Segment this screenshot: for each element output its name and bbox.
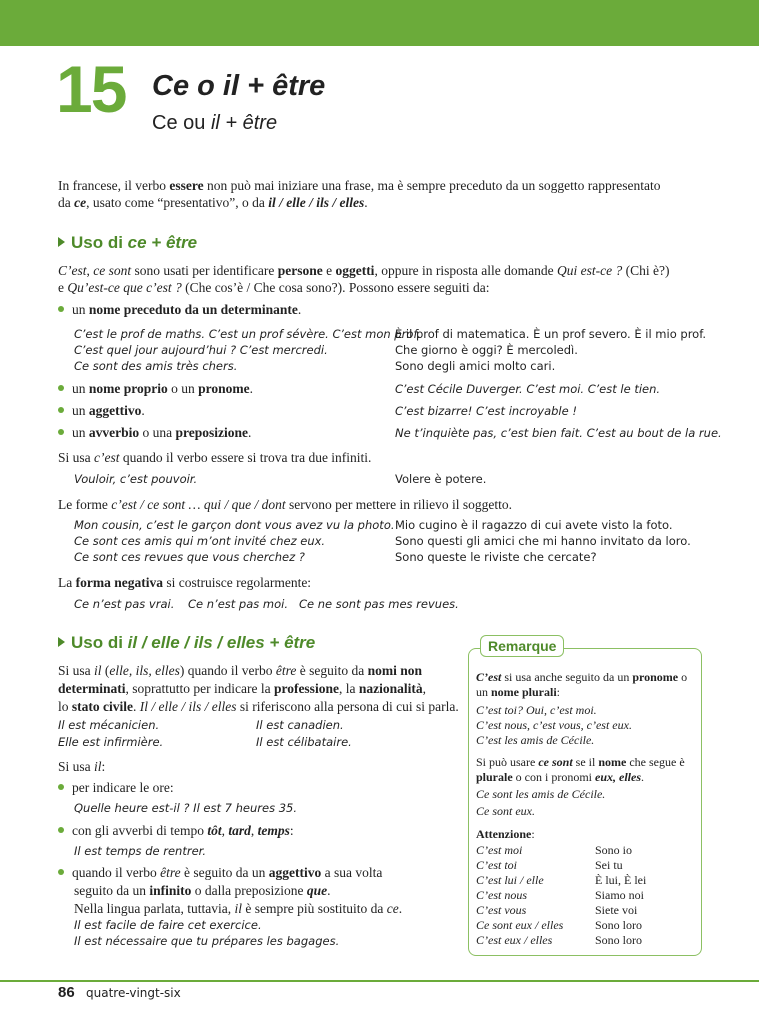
attenzione-fr: C’est vous — [476, 903, 527, 917]
section-heading-ce-etre: Uso di ce + être — [58, 233, 197, 253]
bullet-aggettivo-infinito: quando il verbo être è seguito da un aggettivo a sua volta — [58, 864, 382, 881]
remarque-example: C’est nous, c’est vous, c’est eux. — [476, 718, 632, 732]
example-fr: Il est célibataire. — [256, 735, 352, 749]
remarque-example: C’est toi? Oui, c’est moi. — [476, 703, 597, 717]
example-fr: C’est le prof de maths. C’est un prof sévère. C’est mon prof. — [74, 327, 421, 341]
sec1-paragraph-line-1: C’est, ce sont sono usati per identificare persone e oggetti, oppure in risposta alle domande Qui est-ce ? (Chi è?) — [58, 263, 670, 278]
page-number: 86 — [58, 984, 75, 1001]
example-fr: C’est quel jour aujourd’hui ? C’est mercredi. — [74, 343, 328, 357]
bullet-aggettivo-infinito-line-2: seguito da un infinito o dalla preposizione que. — [74, 883, 331, 898]
remarque-text: plurale o con i pronomi eux, elles. — [476, 770, 644, 784]
bullet-dot-icon — [58, 385, 64, 391]
sec2-paragraph-line-3: lo stato civile. Il / elle / ils / elles si riferiscono alla persona di cui si parla. — [58, 699, 459, 714]
remarque-label: Remarque — [480, 635, 564, 657]
triangle-bullet-icon — [58, 237, 65, 247]
triangle-bullet-icon — [58, 637, 65, 647]
example-it: Sono degli amici molto cari. — [395, 359, 556, 373]
sec2-paragraph-line-1: Si usa il (elle, ils, elles) quando il verbo être è seguito da nomi non — [58, 663, 423, 678]
example-it: Mio cugino è il ragazzo di cui avete visto la foto. — [395, 518, 673, 532]
attenzione-label: Attenzione: — [476, 827, 535, 841]
example-fr: Ce sont ces revues que vous cherchez ? — [74, 550, 305, 564]
chapter-number: 15 — [56, 52, 126, 126]
bullet-aggettivo-infinito-line-3: Nella lingua parlata, tuttavia, il è sempre più sostituito da ce. — [74, 901, 403, 916]
example-fr: Il est canadien. — [256, 718, 344, 732]
remarque-example: Ce sont les amis de Cécile. — [476, 787, 606, 801]
intro-line-2: da ce, usato come “presentativo”, o da il / elle / ils / elles. — [58, 195, 368, 210]
bullet-ore: per indicare le ore: — [58, 779, 174, 796]
example-fr: Vouloir, c’est pouvoir. — [74, 472, 198, 486]
example-it: Sono questi gli amici che mi hanno invitato da loro. — [395, 534, 691, 548]
attenzione-fr: C’est moi — [476, 843, 523, 857]
attenzione-it: Sono loro — [595, 933, 643, 947]
footer-rule — [0, 980, 759, 982]
remarque-text: C’est si usa anche seguito da un pronome o — [476, 670, 688, 684]
example-fr: Ce sont des amis très chers. — [74, 359, 238, 373]
section-heading-il-etre: Uso di il / elle / ils / elles + être — [58, 633, 315, 653]
bullet-dot-icon — [58, 784, 64, 790]
attenzione-it: Sei tu — [595, 858, 623, 872]
bullet-dot-icon — [58, 429, 64, 435]
chapter-title: Ce o il + être — [152, 70, 326, 102]
attenzione-fr: C’est lui / elle — [476, 873, 544, 887]
example-fr: Ce sont ces amis qui m’ont invité chez eux. — [74, 534, 326, 548]
example-fr: Ce ne sont pas mes revues. — [299, 597, 459, 611]
forme-rule: Le forme c’est / ce sont … qui / que / dont servono per mettere in rilievo il soggetto. — [58, 497, 513, 512]
bullet-dot-icon — [58, 869, 64, 875]
bullet-dot-icon — [58, 407, 64, 413]
sec2-paragraph-line-2: determinati, soprattutto per indicare la professione, la nazionalità, — [58, 681, 426, 696]
example-fr: Ne t’inquiète pas, c’est bien fait. C’est au bout de la rue. — [395, 426, 722, 440]
remarque-example: C’est les amis de Cécile. — [476, 733, 595, 747]
example-fr: Il est mécanicien. — [58, 718, 160, 732]
example-fr: Elle est infirmière. — [58, 735, 164, 749]
remarque-text: Si può usare ce sont se il nome che segue è — [476, 755, 685, 769]
example-fr: Il est temps de rentrer. — [74, 844, 206, 858]
page-number-words: quatre-vingt-six — [86, 986, 181, 1000]
example-fr: Il est facile de faire cet exercice. — [74, 918, 262, 932]
attenzione-fr: C’est nous — [476, 888, 527, 902]
infiniti-rule: Si usa c’est quando il verbo essere si trova tra due infiniti. — [58, 450, 372, 465]
example-fr: Ce n’est pas moi. — [188, 597, 289, 611]
example-fr: Quelle heure est-il ? Il est 7 heures 35. — [74, 801, 298, 815]
example-it: Volere è potere. — [395, 472, 487, 486]
example-it: Che giorno è oggi? È mercoledì. — [395, 343, 578, 357]
attenzione-it: Siete voi — [595, 903, 638, 917]
bullet-nome-proprio: un nome proprio o un pronome. — [58, 380, 253, 397]
bullet-aggettivo: un aggettivo. — [58, 402, 145, 419]
bullet-dot-icon — [58, 827, 64, 833]
sec1-paragraph-line-2: e Qu’est-ce que c’est ? (Che cos’è / Che cosa sono?). Possono essere seguiti da: — [58, 280, 490, 295]
top-color-bar — [0, 0, 759, 46]
si-usa-il: Si usa il: — [58, 759, 106, 774]
example-fr: C’est bizarre! C’est incroyable ! — [395, 404, 577, 418]
attenzione-it: Siamo noi — [595, 888, 645, 902]
remarque-text: un nome plurali: — [476, 685, 561, 699]
bullet-avverbi-tempo: con gli avverbi di tempo tôt, tard, temps: — [58, 822, 294, 839]
attenzione-fr: Ce sont eux / elles — [476, 918, 564, 932]
attenzione-fr: C’est toi — [476, 858, 517, 872]
chapter-subtitle: Ce ou il + être — [152, 112, 278, 134]
attenzione-fr: C’est eux / elles — [476, 933, 553, 947]
example-it: Sono queste le riviste che cercate? — [395, 550, 597, 564]
bullet-avverbio: un avverbio o una preposizione. — [58, 424, 251, 441]
bullet-dot-icon — [58, 306, 64, 312]
attenzione-it: Sono loro — [595, 918, 643, 932]
bullet-determinante: un nome preceduto da un determinante. — [58, 301, 301, 318]
example-it: È il prof di matematica. È un prof severo. È il mio prof. — [395, 327, 707, 341]
example-fr: Ce n’est pas vrai. — [74, 597, 175, 611]
remarque-example: Ce sont eux. — [476, 804, 535, 818]
intro-line-1: In francese, il verbo essere non può mai iniziare una frase, ma è sempre preceduto da un soggetto rappresentato — [58, 178, 661, 193]
example-fr: C’est Cécile Duverger. C’est moi. C’est le tien. — [395, 382, 661, 396]
example-fr: Mon cousin, c’est le garçon dont vous avez vu la photo. — [74, 518, 395, 532]
forma-negativa-rule: La forma negativa si costruisce regolarmente: — [58, 575, 312, 590]
attenzione-it: È lui, È lei — [595, 873, 647, 887]
attenzione-it: Sono io — [595, 843, 633, 857]
example-fr: Il est nécessaire que tu prépares les bagages. — [74, 934, 340, 948]
